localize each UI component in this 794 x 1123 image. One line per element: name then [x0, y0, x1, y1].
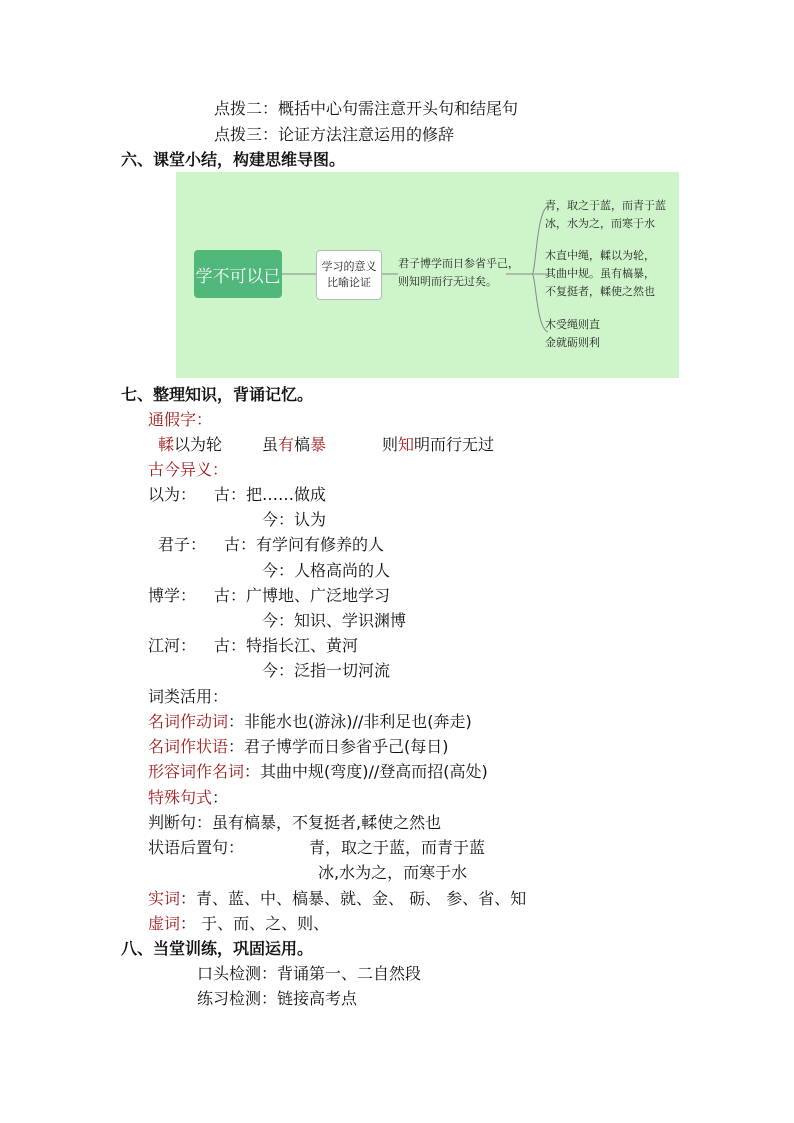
zhuangyu-label: 状语后置句：: [148, 838, 245, 857]
tip-three: 点拨三：论证方法注意运用的修辞: [214, 125, 455, 144]
section-seven-heading: 七、整理知识，背诵记忆。: [121, 385, 314, 404]
boxue-word: 博学：: [148, 586, 197, 605]
xuci-line: 虚词： 于、而、之、则、: [148, 914, 330, 933]
jianghe-jin: 今：泛指一切河流: [262, 661, 391, 680]
mingci-zuo-dongci: 名词作动词：非能水也(游泳)//非利足也(奔走): [148, 712, 472, 731]
leaf1-line1: 青，取之于蓝，而青于蓝: [545, 199, 666, 212]
leaf3-line1: 木受绳则直: [545, 318, 600, 331]
yiwei-gu: 古：把……做成: [214, 485, 327, 504]
branch-line2: 则知明而行无过矣。: [398, 275, 497, 288]
branch-line1: 君子博学而日参省乎己，: [398, 257, 519, 270]
gujin-label: 古今异义：: [148, 460, 229, 479]
mid-node-line2: 比喻论证: [327, 276, 371, 289]
jianghe-gu: 古：特指长江、黄河: [214, 636, 359, 655]
junzi-word: 君子：: [158, 535, 207, 554]
teshu-label: 特殊句式：: [148, 788, 229, 807]
leaf2-line3: 不复挺者，輮使之然也: [545, 285, 655, 298]
zhuangyu-line1: 青，取之于蓝，而青于蓝: [309, 838, 486, 857]
jianghe-word: 江河：: [148, 636, 197, 655]
mind-map: [176, 172, 679, 378]
junzi-gu: 古：有学问有修养的人: [224, 535, 385, 554]
section-eight-heading: 八、当堂训练，巩固运用。: [121, 939, 314, 958]
junzi-jin: 今：人格高尚的人: [262, 561, 391, 580]
leaf1-line2: 冰，水为之，而寒于水: [545, 217, 655, 230]
yiwei-jin: 今：认为: [262, 510, 327, 529]
mind-map-root: 学不可以已: [194, 250, 282, 298]
yiwei-word: 以为：: [148, 485, 197, 504]
leaf2-line1: 木直中绳，輮以为轮，: [545, 249, 655, 262]
tongjia-label: 通假字：: [148, 410, 213, 429]
boxue-gu: 古：广博地、广泛地学习: [214, 586, 391, 605]
leaf2-line2: 其曲中规。虽有槁暴，: [545, 267, 655, 280]
panduan-sentence: 判断句：虽有槁暴，不复挺者,輮使之然也: [148, 813, 442, 832]
mind-map-mid-node: [316, 250, 382, 300]
xingrongci-zuo-mingci: 形容词作名词：其曲中规(弯度)//登高而招(高处): [148, 762, 488, 781]
shici-line: 实词：青、蓝、中、槁暴、就、金、 砺、 参、省、知: [148, 889, 527, 908]
tongjia-example-2: 虽有槁暴: [262, 435, 327, 454]
lianxi-check: 练习检测：链接高考点: [197, 989, 358, 1008]
mid-node-line1: 学习的意义: [321, 260, 377, 273]
cilei-label: 词类活用：: [148, 687, 229, 706]
zhuangyu-line2: 冰,水为之，而寒于水: [318, 863, 468, 882]
koutou-check: 口头检测：背诵第一、二自然段: [197, 964, 422, 983]
tongjia-example-1: 輮以为轮: [158, 435, 223, 454]
mingci-zuo-zhuangyu: 名词作状语：君子博学而日参省乎己(每日): [148, 737, 449, 756]
tongjia-example-3: 则知明而行无过: [382, 435, 495, 454]
tip-two: 点拨二：概括中心句需注意开头句和结尾句: [214, 99, 519, 118]
section-six-heading: 六、课堂小结，构建思维导图。: [121, 150, 346, 169]
leaf3-line2: 金就砺则利: [545, 336, 600, 349]
boxue-jin: 今：知识、学识渊博: [262, 611, 407, 630]
